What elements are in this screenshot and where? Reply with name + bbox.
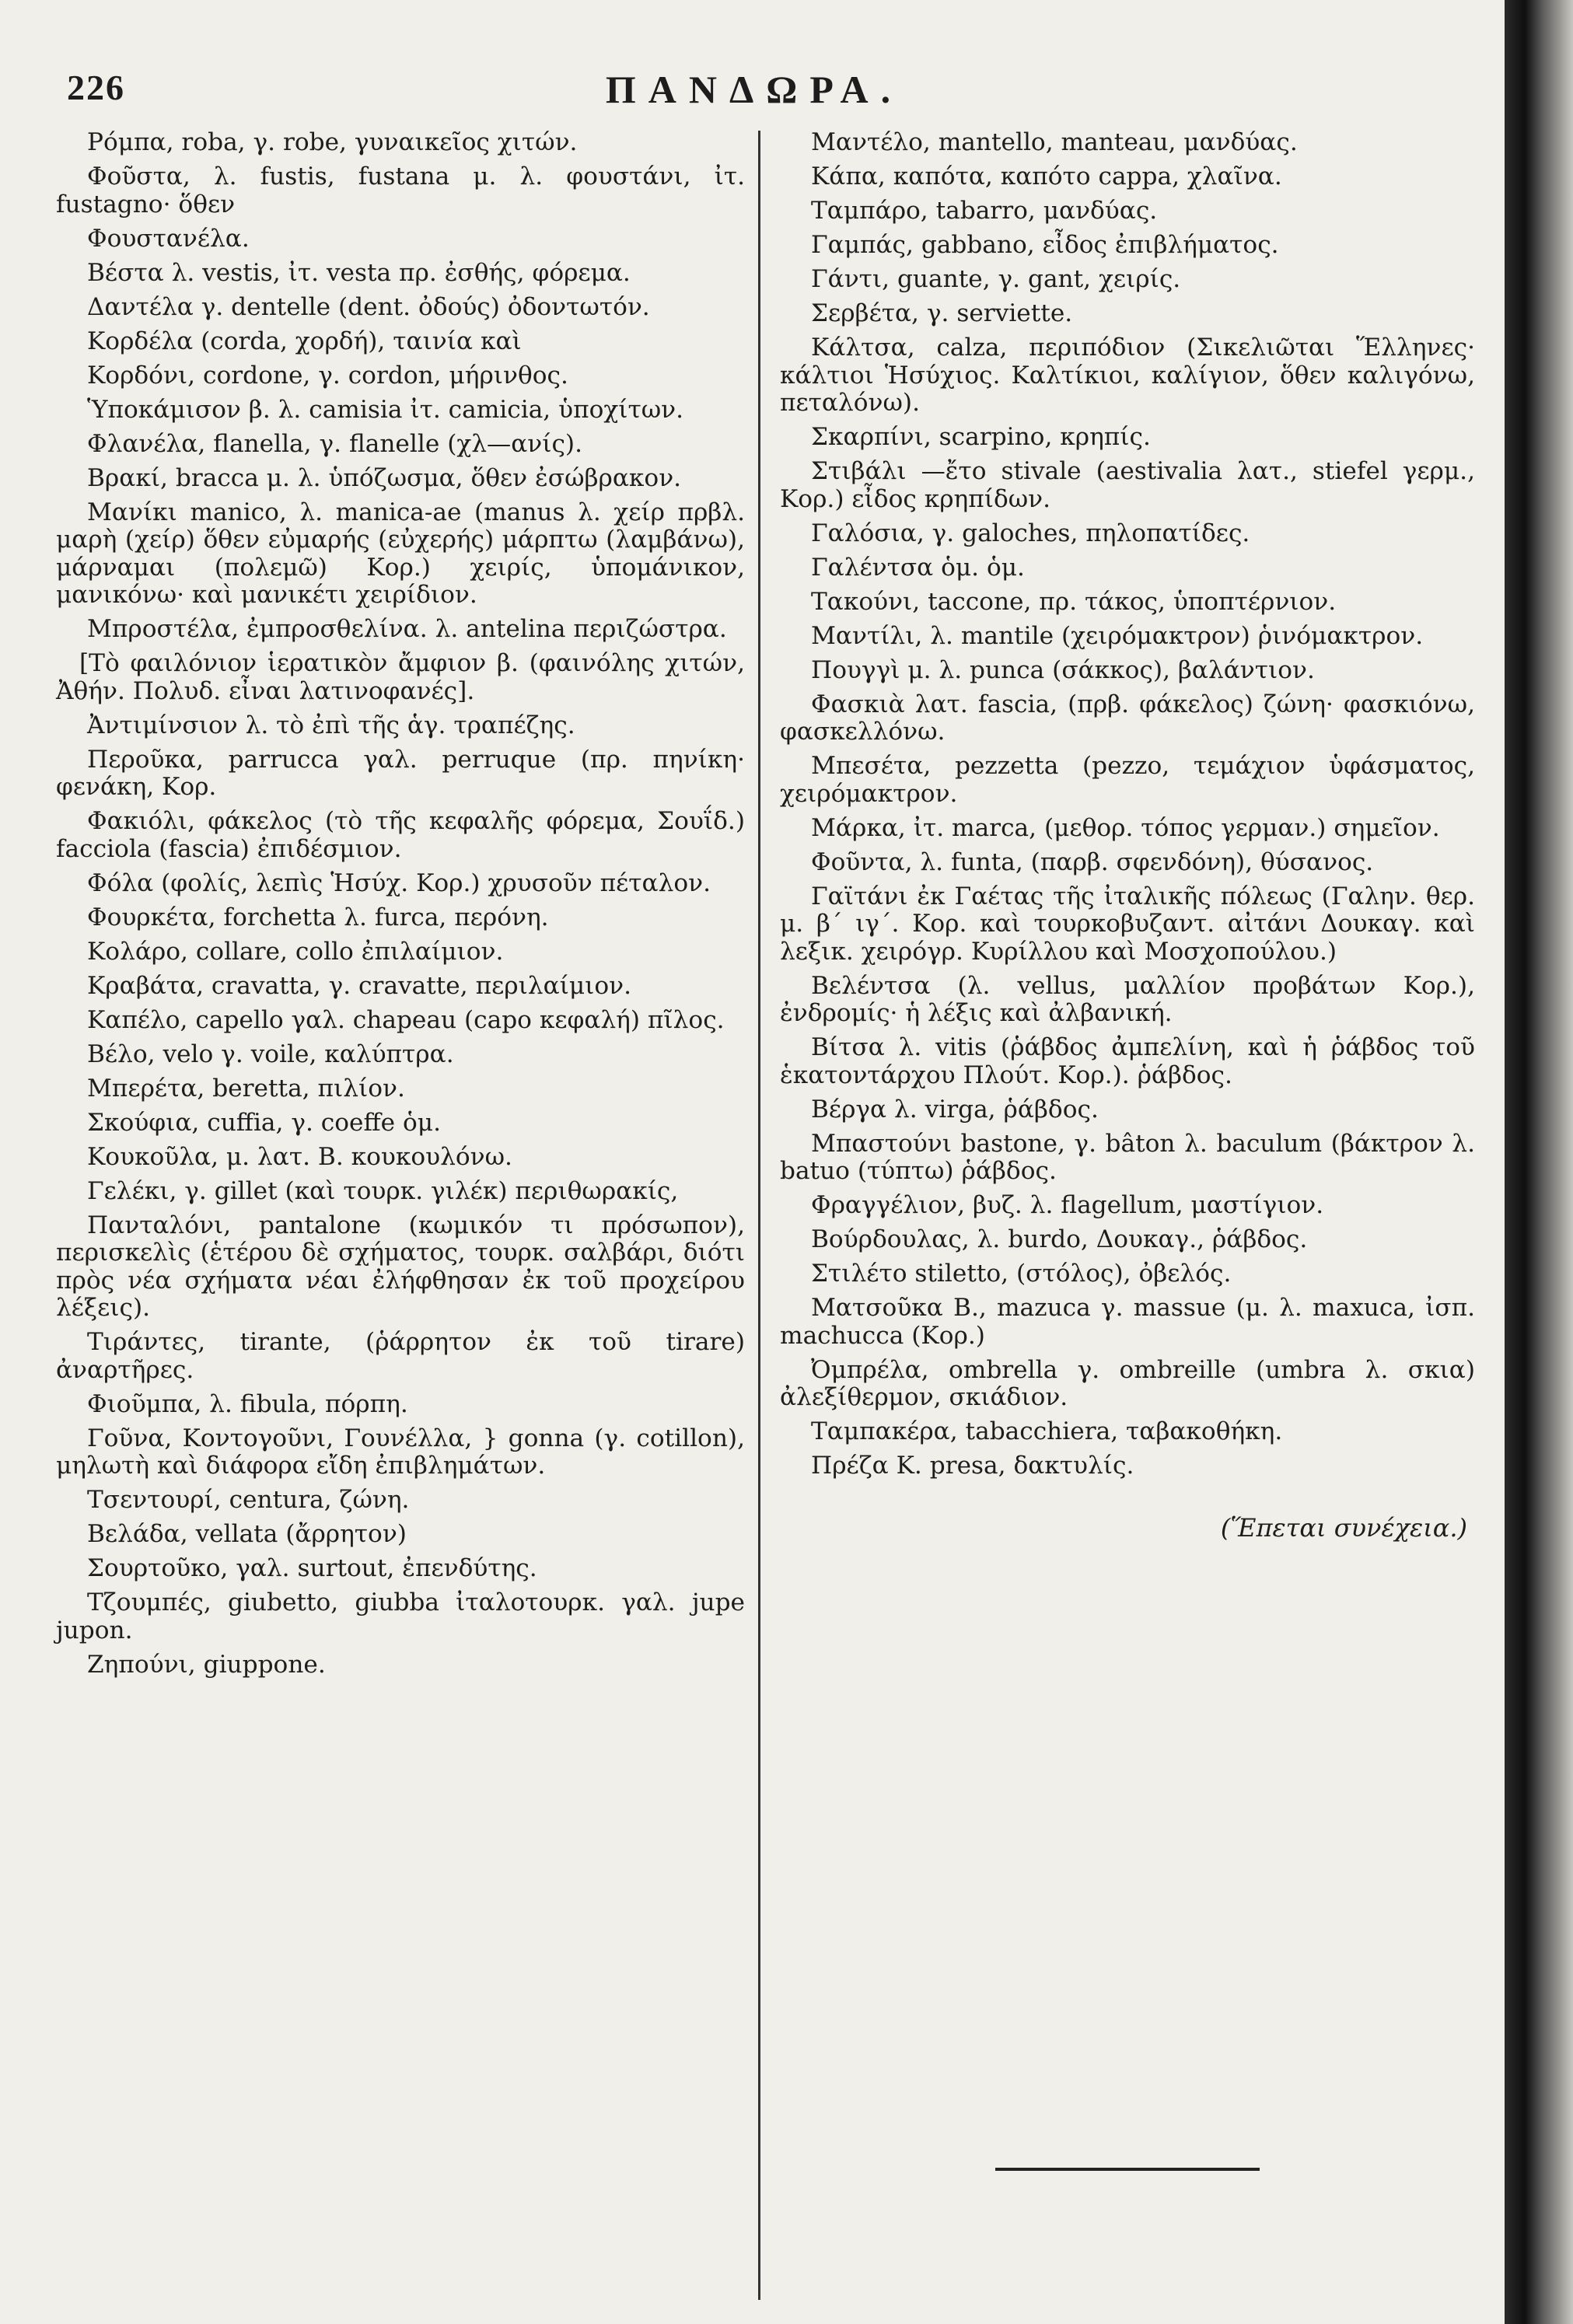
glossary-entry: Φιοῦμπα, λ. fibula, πόρπη. bbox=[87, 1389, 408, 1418]
glossary-entry: Σερβέτα, γ. serviette. bbox=[811, 299, 1073, 327]
glossary-entry: Φλανέλα, flanella, γ. flanelle (χλ—ανίς). bbox=[87, 429, 583, 458]
glossary-entry: Πρέζα Κ. presa, δακτυλίς. bbox=[811, 1452, 1134, 1480]
glossary-entry: Γαϊτάνι ἐκ Γαέτας τῆς ἰταλικῆς πόλεως (Γαλην. θερ. μ. β΄ ιγ΄. Κορ. καὶ τουρκοβυζαντ. αἰτάνι Δουκαγ. καὶ λεξικ. χειρόγρ. Κυρίλλου καὶ Μοσχοπούλου.) bbox=[780, 882, 1475, 966]
glossary-entry: Στιλέτο stiletto, (στόλος), ὀβελός. bbox=[811, 1260, 1232, 1288]
glossary-entry: Τακούνι, taccone, πρ. τάκος, ὑποπτέρνιον. bbox=[811, 587, 1337, 616]
glossary-entry: Βούρδουλας, λ. burdo, Δουκαγ., ῥάβδος. bbox=[811, 1225, 1308, 1253]
glossary-entry: Στιβάλι —ἔτο stivale (aestivalia λατ., stiefel γερμ., Κορ.) εἶδος κρηπίδων. bbox=[780, 457, 1475, 513]
glossary-entry: Κάπα, καπότα, καπότο cappa, χλαῖνα. bbox=[811, 163, 1282, 190]
glossary-entry: Ὑποκάμισον β. λ. camisia ἰτ. camicia, ὑποχίτων. bbox=[87, 395, 684, 424]
glossary-entry: Πουγγὶ μ. λ. punca (σάκκος), βαλάντιον. bbox=[811, 655, 1315, 684]
glossary-entry: Γοῦνα, Κοντογοῦνι, Γουνέλλα, } gonna (γ. cotillon), μηλωτὴ καὶ διάφορα εἴδη ἐπιβλημάτων. bbox=[56, 1424, 745, 1480]
glossary-entry: Καπέλο, capello γαλ. chapeau (capo κεφαλή) πῖλος. bbox=[87, 1005, 725, 1034]
glossary-entry: Μπερέτα, beretta, πιλίον. bbox=[87, 1074, 405, 1103]
glossary-entry: Ταμπάρο, tabarro, μανδύας. bbox=[811, 197, 1158, 225]
glossary-entry: Βελέντσα (λ. vellus, μαλλίον προβάτων Κορ.), ἐνδρομίς· ἡ λέξις καὶ ἀλβανική. bbox=[780, 971, 1475, 1027]
glossary-entry: Φοῦστα, λ. fustis, fustana μ. λ. φουστάνι, ἰτ. fustagno· ὅθεν bbox=[56, 163, 745, 218]
glossary-entry: Κορδόνι, cordone, γ. cordon, μήρινθος. bbox=[87, 361, 568, 390]
glossary-entry: Τσεντουρί, centura, ζώνη. bbox=[87, 1486, 410, 1514]
glossary-entry: Βελάδα, vellata (ἄρρητον) bbox=[87, 1520, 407, 1548]
running-title: ΠΑΝΔΩΡΑ. bbox=[605, 68, 904, 111]
glossary-entry: Τζουμπές, giubetto, giubba ἰταλοτουρκ. γαλ. jupe jupon. bbox=[56, 1588, 745, 1644]
glossary-entry: Μανίκι manico, λ. manica-ae (manus λ. χείρ πρβλ. μαρὴ (χείρ) ὅθεν εὐμαρής (εὐχερής) μάρπτω (λαμβάνω), μάρναμαι (πολεμῶ) Κορ.) χειρίς, ὑπομάνικον, μανικόνω· καὶ μανικέτι χειρίδιον. bbox=[56, 498, 745, 609]
glossary-entry: Δαντέλα γ. dentelle (dent. ὀδούς) ὀδοντωτόν. bbox=[87, 292, 650, 321]
glossary-entry: Ἀντιμίνσιον λ. τὸ ἐπὶ τῆς ἁγ. τραπέζης. bbox=[87, 711, 575, 739]
glossary-entry: Ζηπούνι, giuppone. bbox=[87, 1650, 326, 1679]
glossary-entry: Σκούφια, cuffia, γ. coeffe ὁμ. bbox=[87, 1108, 441, 1137]
glossary-entry: Φοῦντα, λ. funta, (παρβ. σφενδόνη), θύσανος. bbox=[811, 847, 1374, 876]
glossary-entry: Μπροστέλα, ἐμπροσθελίνα. λ. antelina περιζώστρα. bbox=[87, 615, 727, 643]
glossary-entry: Φουρκέτα, forchetta λ. furca, περόνη. bbox=[87, 903, 549, 931]
glossary-entry: Βέστα λ. vestis, ἰτ. vesta πρ. ἐσθής, φόρεμα. bbox=[87, 258, 631, 287]
glossary-entry: [Τὸ φαιλόνιον ἱερατικὸν ἄμφιον β. (φαινόλης χιτών, Ἀθήν. Πολυδ. εἶναι λατινοφανές]. bbox=[56, 649, 745, 705]
glossary-entry: Κολάρο, collare, collo ἐπιλαίμιον. bbox=[87, 937, 504, 966]
glossary-entry: Περοῦκα, parrucca γαλ. perruque (πρ. πηνίκη· φενάκη, Κορ. bbox=[56, 745, 745, 801]
glossary-entry: Βέλο, velo γ. voile, καλύπτρα. bbox=[87, 1040, 454, 1068]
continuation-note: (Ἕπεται συνέχεια.) bbox=[1220, 1512, 1467, 1543]
glossary-entry: Βέργα λ. virga, ῥάβδος. bbox=[811, 1095, 1099, 1124]
glossary-entry: Τιράντες, tirante, (ῥάρρητον ἐκ τοῦ tirare) ἀναρτῆρες. bbox=[56, 1328, 745, 1384]
end-rule bbox=[995, 2168, 1260, 2171]
glossary-entry: Γελέκι, γ. gillet (καὶ τουρκ. γιλέκ) περιθωρακίς, bbox=[87, 1176, 679, 1205]
glossary-entry: Σκαρπίνι, scarpino, κρηπίς. bbox=[811, 423, 1151, 451]
book-binding-edge bbox=[1505, 0, 1573, 2324]
glossary-entry: Ρόμπα, roba, γ. robe, γυναικεῖος χιτών. bbox=[87, 128, 578, 156]
glossary-entry: Γαλέντσα ὁμ. ὁμ. bbox=[811, 553, 1025, 582]
glossary-entry: Κάλτσα, calza, περιπόδιον (Σικελιῶται Ἕλληνες· κάλτιοι Ἡσύχιος. Καλτίκιοι, καλίγιον, ὅθεν καλιγόνω, πεταλόνω). bbox=[780, 334, 1475, 417]
glossary-entry: Γαλόσια, γ. galoches, πηλοπατίδες. bbox=[811, 519, 1250, 547]
column-divider bbox=[758, 131, 760, 2300]
glossary-entry: Μαντέλο, mantello, manteau, μανδύας. bbox=[811, 128, 1298, 156]
glossary-entry: Πανταλόνι, pantalone (κωμικόν τι πρόσωπον), περισκελὶς (ἑτέρου δὲ σχήματος, τουρκ. σαλβάρι, διότι πρὸς νέα σχήματα νέαι ἐλήφθησαν ἐκ τοῦ προχείρου λέξεις). bbox=[56, 1211, 745, 1322]
right-column bbox=[780, 129, 1475, 1567]
glossary-entry: Κουκοῦλα, μ. λατ. Β. κουκουλόνω. bbox=[87, 1142, 512, 1171]
glossary-entry: Μαντίλι, λ. mantile (χειρόμακτρον) ῥινόμακτρον. bbox=[811, 621, 1424, 650]
glossary-entry: Φασκιὰ λατ. fascia, (πρβ. φάκελος) ζώνη· φασκιόνω, φασκελλόνω. bbox=[780, 690, 1475, 746]
glossary-entry: Βρακί, bracca μ. λ. ὑπόζωσμα, ὅθεν ἐσώβρακον. bbox=[87, 463, 682, 492]
glossary-entry: Φραγγέλιον, βυζ. λ. flagellum, μαστίγιον. bbox=[811, 1191, 1324, 1219]
glossary-entry: Μάρκα, ἰτ. marca, (μεθορ. τόπος γερμαν.) σημεῖον. bbox=[811, 813, 1440, 842]
glossary-entry: Κορδέλα (corda, χορδή), ταινία καὶ bbox=[87, 327, 522, 355]
glossary-entry: Σουρτοῦκο, γαλ. surtout, ἐπενδύτης. bbox=[87, 1554, 537, 1582]
glossary-entry: Κραβάτα, cravatta, γ. cravatte, περιλαίμιον. bbox=[87, 971, 632, 1000]
glossary-entry: Γάντι, guante, γ. gant, χειρίς. bbox=[811, 265, 1181, 293]
glossary-entry: Φακιόλι, φάκελος (τὸ τῆς κεφαλῆς φόρεμα, Σουΐδ.) facciola (fascia) ἐπιδέσμιον. bbox=[56, 807, 745, 863]
glossary-entry: Ὀμπρέλα, ombrella γ. ombreille (umbra λ. σκια) ἀλεξίθερμον, σκιάδιον. bbox=[780, 1355, 1475, 1411]
glossary-entry: Γαμπάς, gabbano, εἶδος ἐπιβλήματος. bbox=[811, 231, 1279, 259]
glossary-entry: Βίτσα λ. vitis (ῥάβδος ἀμπελίνη, καὶ ἡ ῥάβδος τοῦ ἑκατοντάρχου Πλούτ. Κορ.). ῥάβδος. bbox=[780, 1033, 1475, 1089]
page-number: 226 bbox=[67, 68, 125, 107]
glossary-entry: Μπαστούνι bastone, γ. bâton λ. baculum (βάκτρον λ. batuo (τύπτω) ῥάβδος. bbox=[780, 1129, 1475, 1185]
glossary-entry: Φουστανέλα. bbox=[87, 224, 250, 253]
left-column bbox=[56, 129, 745, 1686]
glossary-entry: Ταμπακέρα, tabacchiera, ταβακοθήκη. bbox=[811, 1417, 1283, 1445]
glossary-entry: Μπεσέτα, pezzetta (pezzo, τεμάχιον ὑφάσματος, χειρόμακτρον. bbox=[780, 752, 1475, 808]
glossary-entry: Ματσοῦκα Β., mazuca γ. massue (μ. λ. maxuca, ἰσπ. machucca (Κορ.) bbox=[780, 1294, 1475, 1350]
glossary-entry: Φόλα (φολίς, λεπὶς Ἡσύχ. Κορ.) χρυσοῦν πέταλον. bbox=[87, 868, 711, 897]
